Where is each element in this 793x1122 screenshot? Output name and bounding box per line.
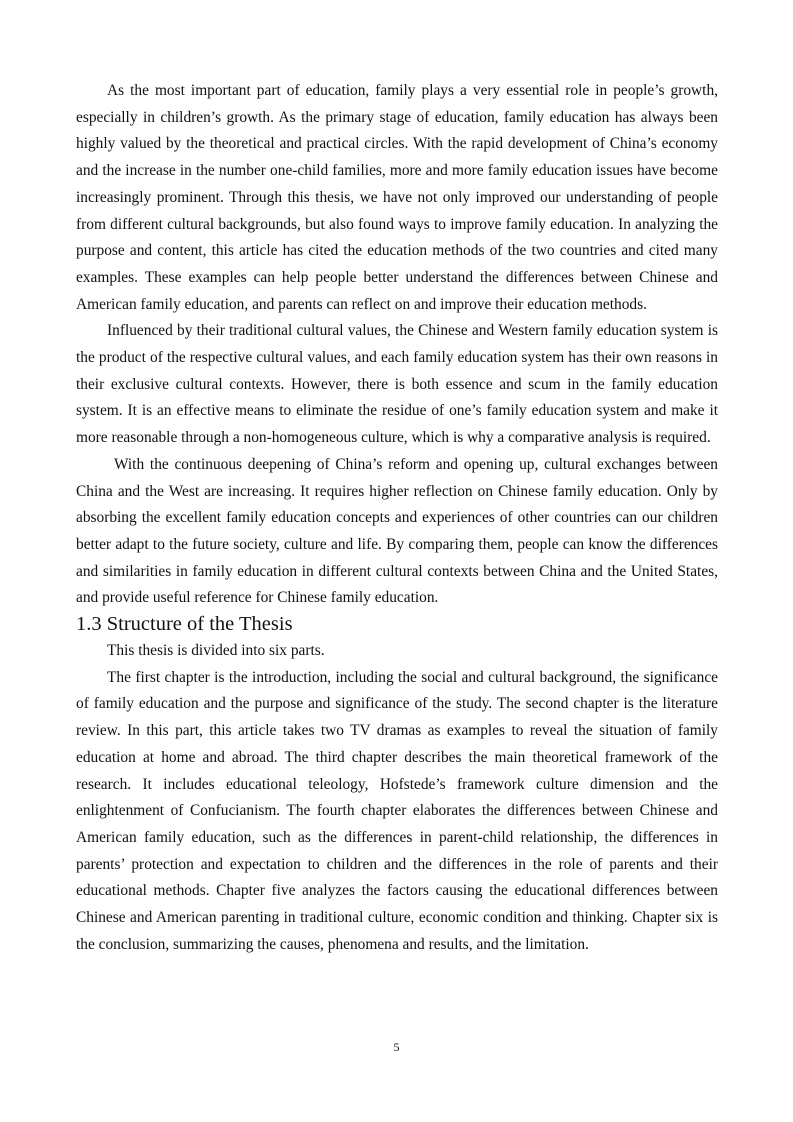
- body-paragraph: This thesis is divided into six parts.: [107, 642, 325, 660]
- body-paragraph: The first chapter is the introduction, including the social and cultural background, the significance of family education and the purpose and significance of the study. The second chapter is the literature review. In this part, this article takes two TV dramas as examples to reveal the situation of family education at home and abroad. The third chapter describes the main theoretical framework of the research. It includes educational teleology, Hofstede’s framework culture dimension and the enlightenment of Confucianism. The fourth chapter elaborates the differences between Chinese and American family education, such as the differences in parent-child relationship, the differences in parents’ protection and expectation to children and the differences in the role of parents and their educational methods. Chapter five analyzes the factors causing the educational differences between Chinese and American parenting in traditional culture, economic condition and thinking. Chapter six is the conclusion, summarizing the causes, phenomena and results, and the limitation.: [76, 668, 718, 953]
- body-paragraph: Influenced by their traditional cultural values, the Chinese and Western family education system is the product of the respective cultural values, and each family education system has their own reasons in their exclusive cultural contexts. However, there is both essence and scum in the family education system. It is an effective means to eliminate the residue of one’s family education system and make it more reasonable through a non-homogeneous culture, which is why a comparative analysis is required.: [76, 322, 718, 447]
- page-number: 5: [393, 1040, 400, 1054]
- page-body: [76, 78, 718, 959]
- body-paragraph: With the continuous deepening of China’s reform and opening up, cultural exchanges between China and the West are increasing. It requires higher reflection on Chinese family education. Only by absorbing the excellent family education concepts and experiences of other countries can our children better adapt to the future society, culture and life. By comparing them, people can know the differences and similarities in family education in different cultural contexts between China and the United States, and provide useful reference for Chinese family education.: [76, 455, 718, 607]
- body-paragraph: As the most important part of education, family plays a very essential role in people’s growth, especially in children’s growth. As the primary stage of education, family education has always been highly valued by the theoretical and practical circles. With the rapid development of China’s economy and the increase in the number one-child families, more and more family education issues have become increasingly prominent. Through this thesis, we have not only improved our understanding of people from different cultural backgrounds, but also found ways to improve family education. In analyzing the purpose and content, this article has cited the education methods of the two countries and cited many examples. These examples can help people better understand the differences between Chinese and American family education, and parents can reflect on and improve their education methods.: [76, 82, 718, 313]
- section-heading: 1.3 Structure of the Thesis: [76, 613, 293, 636]
